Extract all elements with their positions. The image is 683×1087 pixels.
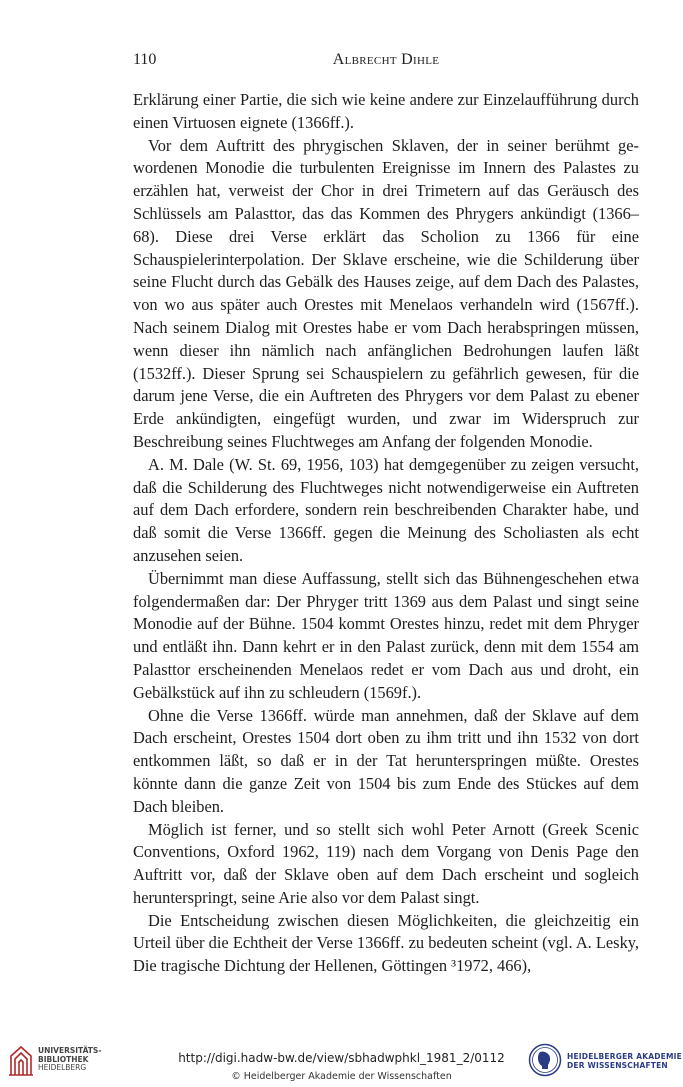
paragraph-6: Möglich ist ferner, und so stellt sich wohl Peter Arnott (Greek Scenic Conventions, Oxford 1962, 119) nach dem Vorgang von Denis Page den Auftritt vor, daß der Sklave oben auf dem Dach erscheint und sogleich herunterspringt, seine Arie also vor dem Palast singt.: [133, 819, 639, 907]
page-number: 110: [133, 51, 157, 68]
footer-bar: [0, 1038, 683, 1087]
paragraph-7: Die Entscheidung zwischen diesen Möglichkeiten, die gleichzeitig ein Urteil über die Echtheit der Verse 1366ff. zu bedeuten scheint (vgl. A. Lesky, Die tragische Dichtung der Hellenen, Göttingen ³1972, 466),: [133, 910, 639, 976]
body-text: [133, 89, 639, 978]
paragraph-2: Vor dem Auftritt des phrygischen Sklaven, der in seiner berühmt gewordenen Monodie die turbulenten Ereignisse im Innern des Palastes zu erzählen hat, verweist der Chor in drei Trimetern auf das Geräusch des Schlüssels am Palasttor, das das Kommen des Phrygers ankündigt (1366–68). Diese drei Verse erklärt das Scholion zu 1366 für eine Schauspielerinterpolation. Der Sklave erscheine, wie die Schilderung über seine Flucht durch das Gebälk des Hauses zeige, auf dem Dach des Palastes, von wo aus später auch Orestes mit Menelaos verhandeln wird (1567ff.). Nach seinem Dialog mit Orestes habe er vom Dach herabspringen müssen, wenn dieser ihn nämlich nach anfänglichen Bedrohungen laufen läßt (1532ff.). Dieser Sprung sei Schauspielern zu gefährlich gewesen, für die darum jene Verse, die ein Auftreten des Phrygers vor dem Palast zu ebener Erde ankündigten, eingefügt wurden, und zwar im Widerspruch zur Beschreibung seines Fluchtweges am Anfang der folgenden Monodie.: [133, 135, 639, 451]
paragraph-4: Übernimmt man diese Auffassung, stellt sich das Bühnengeschehen etwa folgendermaßen dar: Der Phryger tritt 1369 aus dem Palast und singt seine Monodie auf der Bühne. 1504 kommt Orestes hinzu, redet mit dem Phryger und entläßt ihn. Dann kehrt er in den Palast zurück, denn mit dem 1554 am Palasttor erscheinenden Menelaos redet er vom Dach aus und droht, ein Gebälkstück auf ihn zu schleudern (1569f.).: [133, 568, 639, 702]
paragraph-5: Ohne die Verse 1366ff. würde man annehmen, daß der Sklave auf dem Dach erscheint, Orestes 1504 dort oben zu ihm tritt und ihn 1532 von dort entkommen läßt, so daß er in der Tat herunterspringen müßte. Orestes könnte dann die ganze Zeit von 1504 bis zum Ende des Stückes auf dem Dach bleiben.: [133, 705, 639, 816]
running-head: [133, 48, 639, 72]
permalink-url[interactable]: http://digi.hadw-bw.de/view/sbhadwphkl_1981_2/0112: [178, 1051, 505, 1065]
paragraph-1: Erklärung einer Partie, die sich wie keine andere zur Einzelaufführung durch einen Virtuosen eignete (1366ff.).: [133, 90, 639, 132]
university-library-name: UNIVERSITÄTS- BIBLIOTHEK HEIDELBERG: [38, 1046, 102, 1072]
academy-name: HEIDELBERGER AKADEMIE DER WISSENSCHAFTEN: [567, 1052, 682, 1070]
paragraph-3: A. M. Dale (W. St. 69, 1956, 103) hat demgegenüber zu zeigen versucht, daß die Schilderung des Fluchtweges nicht notwendigerweise ein Auftreten auf dem Dach erfordere, sondern rein beschreibenden Charakter habe, und daß somit die Verse 1366ff. gegen die Meinung des Scholiasten als echt anzusehen seien.: [133, 454, 639, 565]
academy-seal-icon: [528, 1043, 562, 1077]
copyright-notice: © Heidelberger Akademie der Wissenschaften: [231, 1071, 452, 1082]
running-title: Albrecht Dihle: [332, 51, 440, 68]
